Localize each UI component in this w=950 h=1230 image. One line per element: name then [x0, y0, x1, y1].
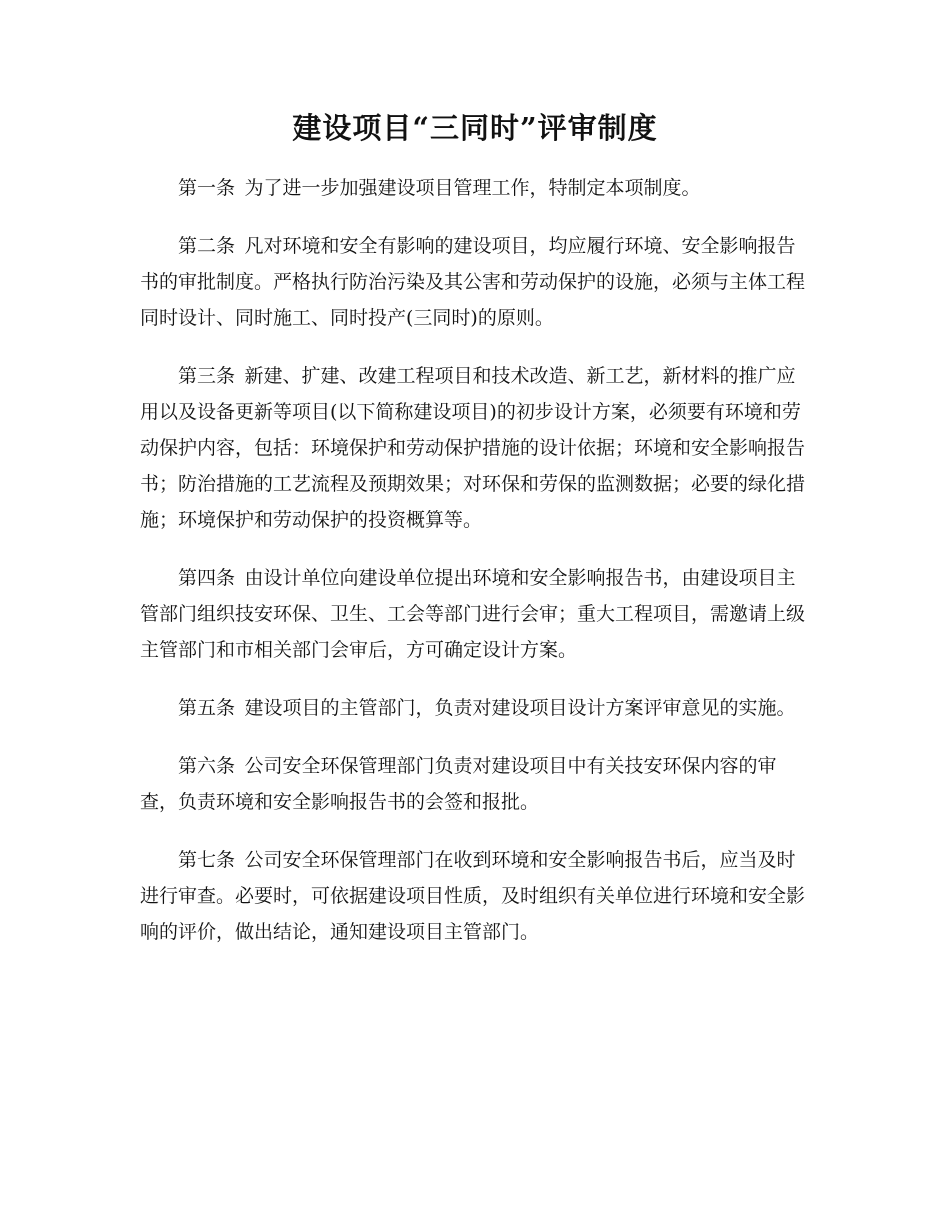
article-heading: 第七条 — [178, 849, 236, 871]
article-text: 公司安全环保管理部门负责对建设项目中有关技安环保内容的审查，负责环境和安全影响报告书的会签和报批。 — [140, 755, 777, 813]
article-2 — [140, 228, 810, 336]
article-text: 凡对环境和安全有影响的建设项目，均应履行环境、安全影响报告书的审批制度。严格执行防治污染及其公害和劳动保护的设施，必须与主体工程同时设计、同时施工、同时投产(三同时)的原则。 — [140, 235, 806, 329]
article-text: 由设计单位向建设单位提出环境和安全影响报告书，由建设项目主管部门组织技安环保、卫生、工会等部门进行会审；重大工程项目，需邀请上级主管部门和市相关部门会审后，方可确定设计方案。 — [140, 567, 806, 661]
article-1 — [140, 170, 810, 206]
article-heading: 第一条 — [178, 177, 236, 199]
article-heading: 第二条 — [178, 235, 236, 257]
article-text: 新建、扩建、改建工程项目和技术改造、新工艺，新材料的推广应用以及设备更新等项目(以下简称建设项目)的初步设计方案，必须要有环境和劳动保护内容，包括：环境保护和劳动保护措施的设计依据；环境和安全影响报告书；防治措施的工艺流程及预期效果；对环保和劳保的监测数据；必要的绿化措施；环境保护和劳动保护的投资概算等。 — [140, 365, 806, 531]
article-text: 公司安全环保管理部门在收到环境和安全影响报告书后，应当及时进行审查。必要时，可依据建设项目性质，及时组织有关单位进行环境和安全影响的评价，做出结论，通知建设项目主管部门。 — [140, 849, 806, 943]
article-3 — [140, 358, 810, 538]
article-5 — [140, 690, 810, 726]
article-heading: 第三条 — [178, 365, 236, 387]
article-7 — [140, 842, 810, 950]
article-heading: 第五条 — [178, 697, 236, 719]
article-6 — [140, 748, 810, 820]
article-heading: 第六条 — [178, 755, 236, 777]
article-heading: 第四条 — [178, 567, 236, 589]
document-title: 建设项目“三同时”评审制度 — [292, 111, 658, 145]
article-text: 建设项目的主管部门，负责对建设项目设计方案评审意见的实施。 — [244, 697, 796, 719]
article-4 — [140, 560, 810, 668]
article-text: 为了进一步加强建设项目管理工作，特制定本项制度。 — [244, 177, 701, 199]
